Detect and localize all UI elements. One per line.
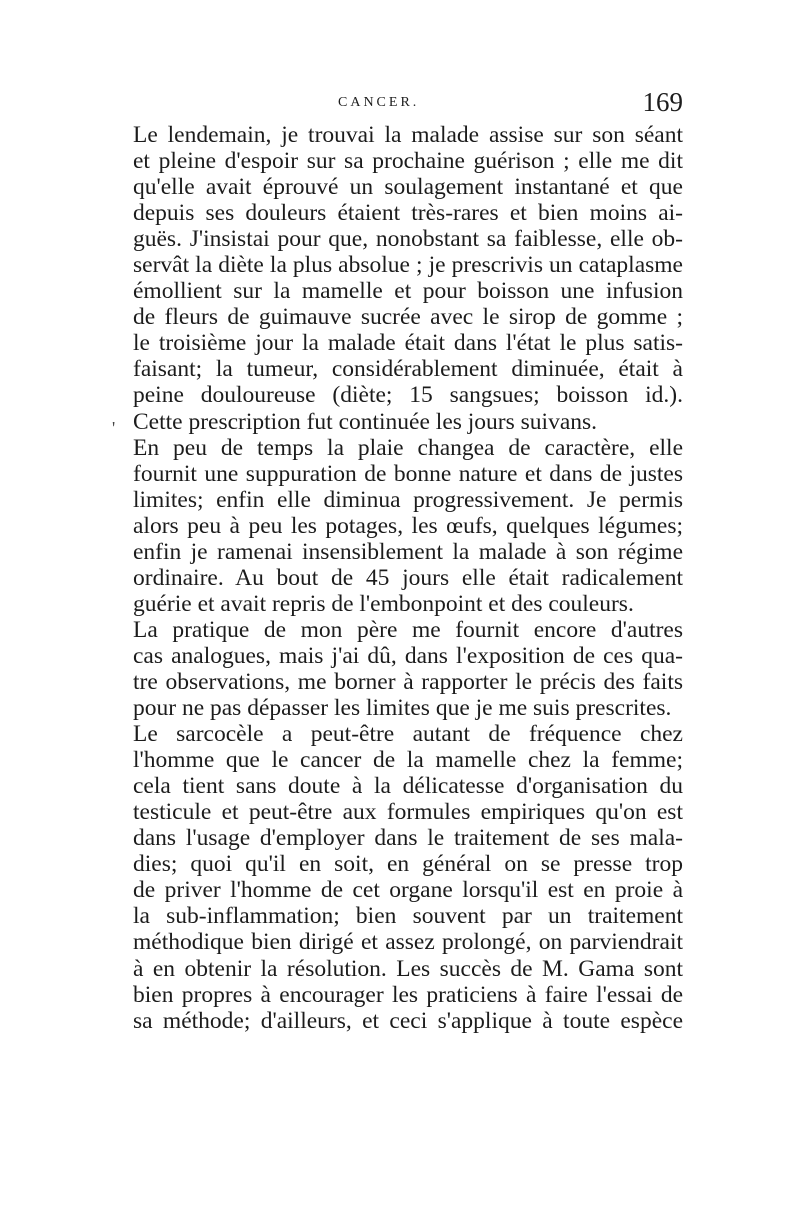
text-line: Cette prescription fut continuée les jours suivans. bbox=[133, 408, 598, 435]
text-line: à en obtenir la résolution. Les succès de M. Gama sont bbox=[133, 955, 683, 982]
text-line: Le lendemain, je trouvai la malade assise sur son séant bbox=[133, 122, 683, 148]
text-line: bien propres à encourager les praticiens à faire l'essai de bbox=[133, 981, 683, 1008]
text-line: dies; quoi qu'il en soit, en général on se presse trop bbox=[133, 851, 683, 878]
text-line: dans l'usage d'employer dans le traitement de ses mala- bbox=[133, 825, 683, 852]
text-line: guérie et avait repris de l'embonpoint et des couleurs. bbox=[133, 590, 634, 617]
text-line: et pleine d'espoir sur sa prochaine guérison ; elle me dit bbox=[133, 148, 683, 175]
text-line: servât la diète la plus absolue ; je prescrivis un cataplasme bbox=[133, 252, 683, 279]
text-line: sa méthode; d'ailleurs, et ceci s'applique à toute espèce bbox=[133, 1007, 683, 1034]
text-line: de priver l'homme de cet organe lorsqu'il est en proie à bbox=[133, 877, 683, 904]
page-header bbox=[133, 87, 683, 123]
text-line: depuis ses douleurs étaient très-rares et bien moins ai- bbox=[133, 200, 683, 227]
body-text bbox=[133, 122, 683, 1034]
text-line: enfin je ramenai insensiblement la malade à son régime bbox=[133, 538, 683, 565]
text-line: En peu de temps la plaie changea de caractère, elle bbox=[133, 434, 683, 461]
text-line: tre observations, me borner à rapporter le précis des faits bbox=[133, 668, 683, 695]
text-line: cas analogues, mais j'ai dû, dans l'exposition de ces qua- bbox=[133, 642, 683, 669]
page-number: 169 bbox=[642, 87, 683, 117]
text-line: qu'elle avait éprouvé un soulagement instantané et que bbox=[133, 174, 683, 201]
text-line: fournit une suppuration de bonne nature et dans de justes bbox=[133, 460, 683, 487]
text-line: La pratique de mon père me fournit encore d'autres bbox=[133, 616, 683, 643]
text-line: méthodique bien dirigé et assez prolongé, on parviendrait bbox=[133, 929, 683, 956]
text-line: ordinaire. Au bout de 45 jours elle était radicalement bbox=[133, 564, 683, 591]
text-line: le troisième jour la malade était dans l'état le plus satis- bbox=[133, 330, 683, 357]
text-line: l'homme que le cancer de la mamelle chez la femme; bbox=[133, 747, 683, 774]
margin-mark: ' bbox=[112, 418, 116, 438]
text-line: limites; enfin elle diminua progressivement. Je permis bbox=[133, 486, 683, 513]
text-line: pour ne pas dépasser les limites que je me suis prescrites. bbox=[133, 695, 672, 722]
text-line: alors peu à peu les potages, les œufs, quelques légumes; bbox=[133, 512, 683, 539]
text-line: émollient sur la mamelle et pour boisson une infusion bbox=[133, 278, 683, 305]
text-line: de fleurs de guimauve sucrée avec le sirop de gomme ; bbox=[133, 304, 683, 331]
text-line: cela tient sans doute à la délicatesse d'organisation du bbox=[133, 773, 683, 800]
text-line: Le sarcocèle a peut-être autant de fréquence chez bbox=[133, 721, 683, 748]
text-line: guës. J'insistai pour que, nonobstant sa faiblesse, elle ob- bbox=[133, 226, 683, 253]
running-head: CANCER. bbox=[338, 95, 420, 110]
text-line: testicule et peut-être aux formules empiriques qu'on est bbox=[133, 799, 683, 826]
text-line: peine douloureuse (diète; 15 sangsues; boisson id.). bbox=[133, 382, 683, 409]
text-line: faisant; la tumeur, considérablement diminuée, était à bbox=[133, 356, 683, 383]
text-line: la sub-inflammation; bien souvent par un traitement bbox=[133, 903, 683, 930]
